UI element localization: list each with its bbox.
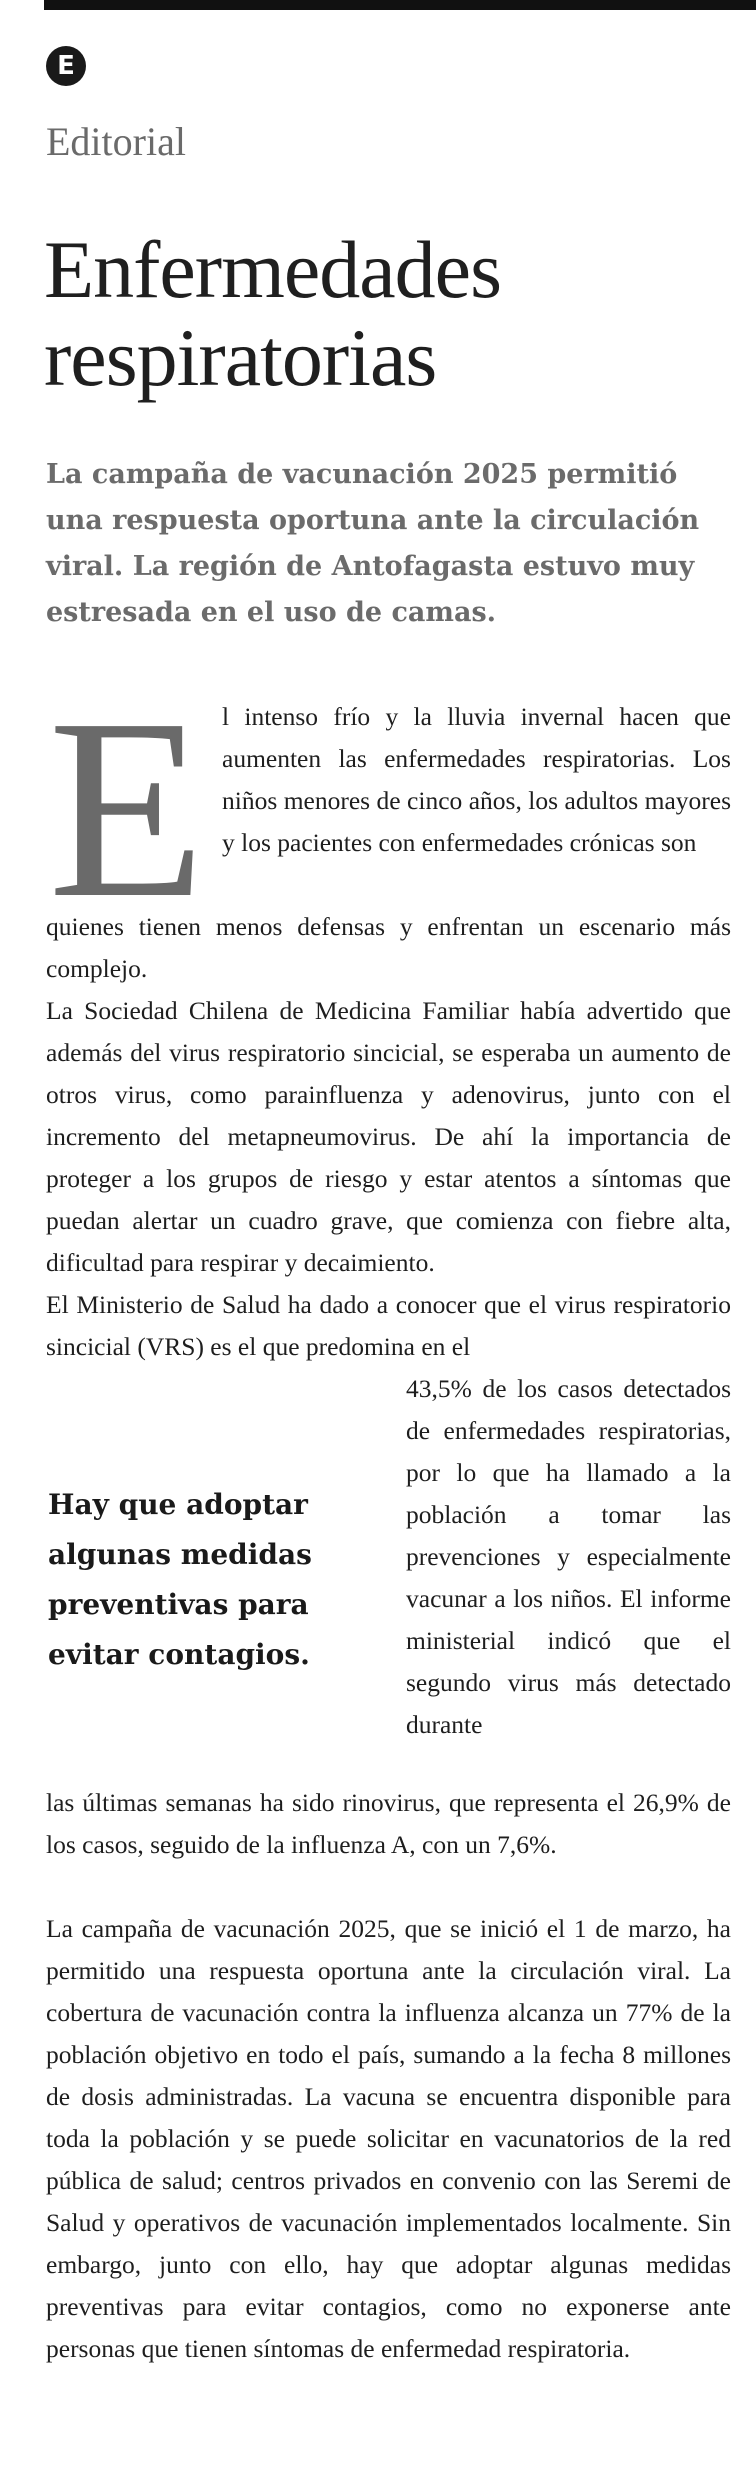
deck: La campaña de vacunación 2025 permitió una respuesta oportuna ante la circulación viral. La región de Antofagasta estuvo muy estresada en el uso de camas.: [46, 459, 700, 628]
paragraph-3-column: 43,5% de los casos detectados de enfermedades respiratorias, por lo que ha llamado a la población a tomar las prevenciones y especialmente vacunar a los niños. El informe ministerial indicó que el segundo virus más detectado durante: [406, 1374, 731, 1739]
paragraph-2: La Sociedad Chilena de Medicina Familiar había advertido que además del virus respiratorio sincicial, se esperaba un aumento de otros virus, como parainfluenza y adenovirus, junto con el incremento del metapneumovirus. De ahí la importancia de proteger a los grupos de riesgo y estar atentos a síntomas que puedan alertar un cuadro grave, que comienza con fiebre alta, dificultad para respirar y decaimiento.: [46, 996, 731, 1277]
paragraph-1-wrapped: l intenso frío y la lluvia invernal hacen que aumenten las enfermedades respiratorias. Los niños menores de cinco años, los adultos mayores y los pacientes con enfermedades crónicas son: [222, 702, 731, 857]
headline: Enfermedades respiratorias: [44, 224, 501, 403]
paragraph-4: La campaña de vacunación 2025, que se inició el 1 de marzo, ha permitido una respuesta oportuna ante la circulación viral. La cobertura de vacunación contra la influenza alcanza un 77% de la población objetivo en todo el país, sumando a la fecha 8 millones de dosis administradas. La vacuna se encuentra disponible para toda la población y se puede solicitar en vacunatorios de la red pública de salud; centros privados en convenio con las Seremi de Salud y operativos de vacunación implementados localmente. Sin embargo, junto con ello, hay que adoptar algunas medidas preventivas para evitar contagios, como no exponerse ante personas que tienen síntomas de enfermedad respiratoria.: [46, 1914, 731, 2363]
pull-quote: Hay que adoptar algunas medidas preventivas para evitar contagios.: [48, 1488, 312, 1671]
paragraph-3-full: El Ministerio de Salud ha dado a conocer que el virus respiratorio sincicial (VRS) es el que predomina en el: [46, 1290, 731, 1361]
paragraph-1-rest: quienes tienen menos defensas y enfrentan un escenario más complejo.: [46, 912, 731, 983]
top-rule: [44, 0, 756, 10]
paragraph-3-rest: las últimas semanas ha sido rinovirus, que representa el 26,9% de los casos, seguido de la influenza A, con un 7,6%.: [46, 1788, 731, 1859]
drop-cap: E: [48, 665, 206, 951]
section-label: Editorial: [46, 119, 186, 164]
section-badge: E: [46, 46, 86, 86]
